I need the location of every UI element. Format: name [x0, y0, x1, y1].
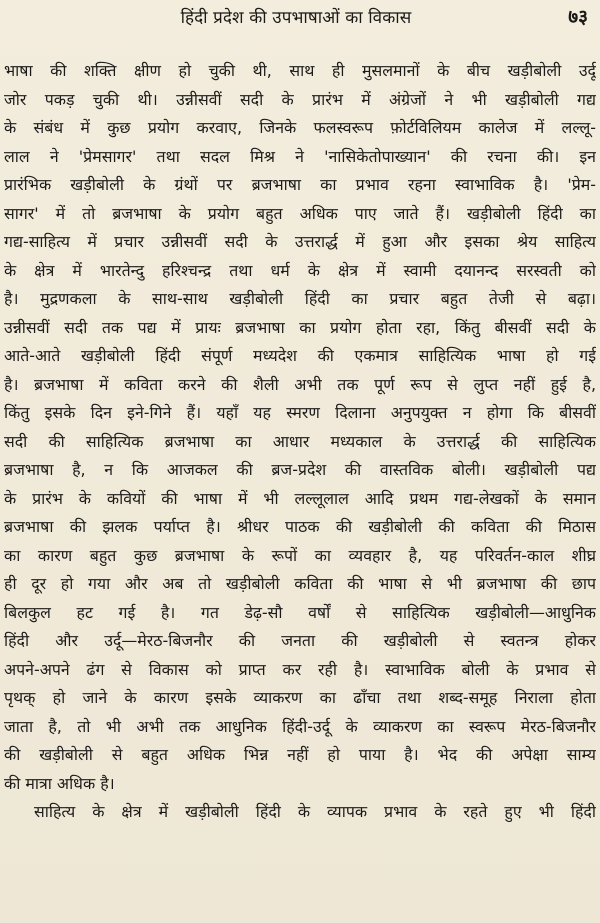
text-line: जाता है, तो भी अभी तक आधुनिक हिंदी-उर्दू के व्याकरण का स्वरूप मेरठ-बिजनौर [4, 716, 596, 736]
text-line: पृथक् हो जाने के कारण इसके व्याकरण का ढाँचा तथा शब्द-समूह निराला होता [4, 688, 596, 707]
text-line: उन्नीसवीं सदी तक पद्य में प्रायः ब्रजभाषा का प्रयोग होता रहा, किंतु बीसवीं सदी के [4, 317, 596, 337]
text-line: जोर पकड़ चुकी थी। उन्नीसवीं सदी के प्रारंभ में अंग्रेजों ने भी खड़ीबोली गद्य [4, 89, 596, 109]
page-header [0, 0, 600, 40]
text-line: हिंदी और उर्दू—मेरठ-बिजनौर की जनता की खड़ीबोली से स्वतन्त्र होकर [4, 631, 596, 650]
text-line: की खड़ीबोली से बहुत अधिक भिन्न नहीं हो पाया है। भेद की अपेक्षा साम्य [4, 745, 596, 764]
text-line: किंतु इसके दिन इने-गिने हैं। यहाँ यह स्मरण दिलाना अनुपयुक्त न होगा कि बीसवीं [4, 403, 596, 422]
text-line: लाल ने 'प्रेमसागर' तथा सदल मिश्र ने 'नासिकेतोपाख्यान' की रचना की। इन [4, 146, 596, 166]
text-line: के क्षेत्र में भारतेन्दु हरिश्चन्द्र तथा धर्म के क्षेत्र में स्वामी दयानन्द सरस्वती को [4, 260, 596, 280]
text-line: प्रारंभिक खड़ीबोली के ग्रंथों पर ब्रजभाषा का प्रभाव रहना स्वाभाविक है। 'प्रेम- [4, 175, 596, 194]
text-line: के संबंध में कुछ प्रयोग करवाए, जिनके फलस्वरूप फ़ोर्टविलियम कालेज में लल्लू- [4, 118, 596, 137]
text-line: गद्य-साहित्य में प्रचार उन्नीसवीं सदी के उत्तरार्द्ध में हुआ और इसका श्रेय साहित्य [4, 232, 596, 251]
text-line: साहित्य के क्षेत्र में खड़ीबोली हिंदी के व्यापक प्रभाव के रहते हुए भी हिंदी [34, 802, 596, 821]
text-line: अपने-अपने ढंग से विकास को प्राप्त कर रही है। स्वाभाविक बोली के प्रभाव से [4, 659, 596, 679]
text-line: आते-आते खड़ीबोली हिंदी संपूर्ण मध्यदेश की एकमात्र साहित्यिक भाषा हो गई [4, 346, 596, 365]
text-line: सदी की साहित्यिक ब्रजभाषा का आधार मध्यकाल के उत्तरार्द्ध की साहित्यिक [4, 431, 596, 451]
text-line: है। ब्रजभाषा में कविता करने की शैली अभी तक पूर्ण रूप से लुप्त नहीं हुई है, [4, 374, 596, 394]
page-number: ७३ [568, 6, 588, 28]
text-line: ब्रजभाषा की झलक पर्याप्त है। श्रीधर पाठक की खड़ीबोली की कविता की मिठास [4, 517, 596, 536]
text-line: सागर' में तो ब्रजभाषा के प्रयोग बहुत अधिक पाए जाते हैं। खड़ीबोली हिंदी का [4, 203, 596, 223]
running-title: हिंदी प्रदेश की उपभाषाओं का विकास [180, 8, 412, 28]
text-line: के प्रारंभ के कवियों की भाषा में भी लल्लूलाल आदि प्रथम गद्य-लेखकों के समान [4, 488, 596, 508]
body-text [4, 57, 596, 827]
text-line: ही दूर हो गया और अब तो खड़ीबोली कविता की भाषा से भी ब्रजभाषा की छाप [4, 574, 596, 593]
text-line: का कारण बहुत कुछ ब्रजभाषा के रूपों का व्यवहार है, यह परिवर्तन-काल शीघ्र [4, 545, 596, 565]
text-line: ब्रजभाषा है, न कि आजकल की ब्रज-प्रदेश की वास्तविक बोली। खड़ीबोली पद्य [4, 460, 596, 479]
text-line: है। मुद्रणकला के साथ-साथ खड़ीबोली हिंदी का प्रचार बहुत तेजी से बढ़ा। [4, 289, 596, 308]
text-line: बिलकुल हट गई है। गत डेढ़-सौ वर्षों से साहित्यिक खड़ीबोली—आधुनिक [4, 602, 596, 622]
text-line: भाषा की शक्ति क्षीण हो चुकी थी, साथ ही मुसलमानों के बीच खड़ीबोली उर्दू [4, 61, 596, 80]
text-line: की मात्रा अधिक है। [4, 773, 115, 793]
